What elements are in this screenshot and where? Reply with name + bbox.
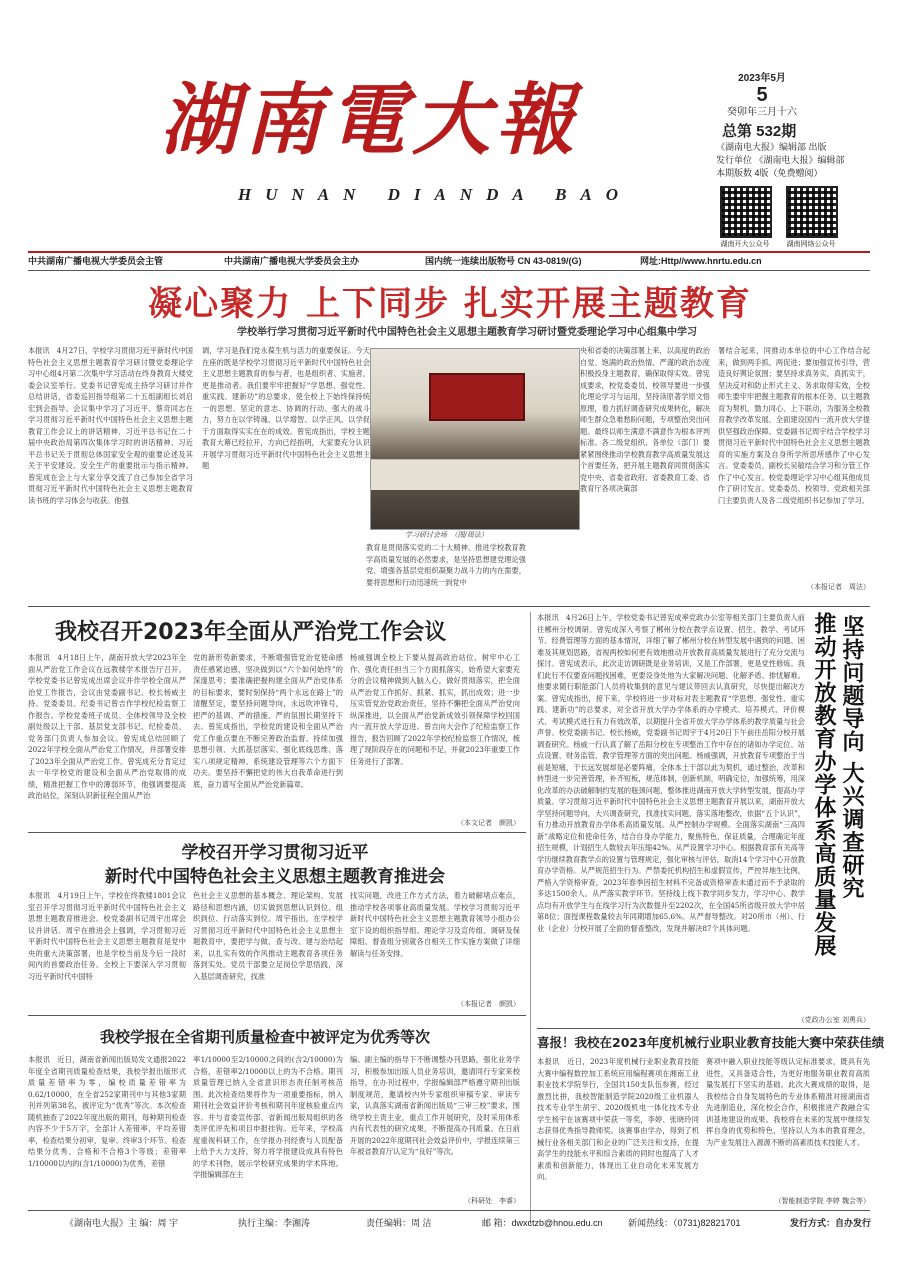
qr-code-2	[786, 186, 838, 238]
art6-author: （党政办公室 刘勇兵）	[797, 1016, 870, 1024]
art6-vertical-headline-2: 推动开放教育办学体系高质量发展	[811, 612, 836, 957]
qr2-caption: 湖南网络公众号	[786, 241, 836, 248]
lunar-date: 癸卯年三月十六	[727, 107, 797, 118]
masthead-subtitle: HUNAN DIANDA BAO	[238, 185, 633, 204]
art5-col-1: 本报讯 近日，2023年度机械行业职业教育技能大赛中编程数控加工系统应用编程赛项在湘南工业职业技术学院举行，全国共150支队伍参赛，经过激烈比拼，我校智能制造学院2020级工业机器人技术专业学生胡宇、2020级机电一体化技术专业学生杨宇在该赛项中荣获一等奖，李婷、张晓玲同志获得优秀指导教师奖。该赛事由学办，得到了机械行业各相关部门和企业的广泛关注和支持，在提高学生的技能水平和综合素质的同时也提高了人才素质和创新能力，体现出工业自动化未来发展方向。	[537, 1057, 699, 1181]
section-rule-4	[537, 1028, 870, 1029]
art3-col-2: 色社会主义思想的基本概念、理论架构、发展路径和思想内涵，切实做到思想认识到位、组织到位、行动落实到位。周宇指出，在学校学习贯彻习近平新时代中国特色社会主义思想主题教育中，要把学与做、查与改、建与治结起来，以扎实有效的作风推动主题教育各项任务落到实处。党员干部要立足岗位学思悟践，深入基层调查研究，找准	[193, 891, 343, 981]
masthead-logo: 湖南電大報	[160, 75, 581, 166]
art4-headline: 我校学报在全省期刊质量检查中被评定为优秀等次	[99, 1028, 430, 1046]
issue-number: 总第 532期	[722, 123, 797, 140]
photo-caption: 学习研讨会场 （图/周法）	[405, 531, 488, 539]
serial-number: 国内统一连续出版物号 CN 43-0819/(G)	[425, 256, 582, 266]
info-rule	[28, 270, 870, 271]
sponsor-1: 中共湖南广播电视大学委员会主管	[28, 256, 164, 266]
lead-col-5: 署结合起来，同推动本单位的中心工作结合起来，做到两手抓、两促进；要加强宣传引导，营造良好舆论氛围；要坚持求真务实，真抓实干，坚决反对和防止形式主义、务求取得实效，全校师生要牢牢把握主题教育的根本任务，以主题教育为契机，勠力同心、上下联动，为服务全校教育教学改革发展、全面建设国内一流开放大学提供坚强政治保障。党委副书记周宇结合学校学习贯彻习近平新时代中国特色社会主义思想主题教育的实施方案及自身所学所思所感作了中心发言。党委委员、副校长吴敏结合学习和分管工作作了中心发言。校党委理论学习中心组其他成员作了研讨发言。党委委员、校领导、党政相关部门主要负责人及各二级党组织书记参加了学习。	[718, 346, 870, 505]
art2-col-2: 党的新形势新要求，不断增强管党治党使命感责任感紧迫感，坚决做到以“六个如何始终”的深邃思考；要准确把握构建全面从严治党体系的目标要求，要时刻保持“两个永远在路上”的清醒坚定，要坚持问题导向，永远吹冲锋号，把严的基调、严的措施、严的氛围长期坚持下去。曾宪成指出，学校党的建设和全面从严治党工作重点要在不断完善政治监督、持续加强思想引领、大抓基层落实、强化底线思维、落实八项规定精神、系统建设管理等六个方面下功夫。要坚持不懈把党的伟大自我革命进行到底，奋力谱写全面从严治党新篇章。	[193, 653, 343, 789]
section-rule-1	[28, 606, 870, 607]
art5-headline: 喜报！我校在2023年度机械行业职业教育技能大赛中荣获佳绩	[537, 1035, 885, 1050]
publisher-line: 发行单位 《湖南电大报》编辑部	[716, 155, 845, 165]
masthead-rule	[28, 251, 870, 253]
lead-author: （本报记者 周法）	[807, 583, 870, 591]
section-rule-3	[28, 1015, 526, 1016]
art2-author: （本文记者 颜凯）	[457, 819, 520, 827]
footer-rule	[28, 1210, 870, 1211]
footer-executive-editor: 执行主编：李湘涛	[238, 1218, 311, 1228]
footer-hotline: 新闻热线：（0731)82821701	[628, 1218, 741, 1228]
art3-headline-2: 新时代中国特色社会主义思想主题教育推进会	[105, 867, 445, 887]
issue-date: 2023年5月	[738, 73, 786, 84]
website-link[interactable]: 网址:Http//www.hnrtu.edu.cn	[640, 256, 762, 266]
meeting-photo	[370, 348, 580, 530]
art6-body: 本报讯 4月26日上午，学校党委书记曾宪成率党政办公室等相关部门主要负责人前往郴州分校调研。曾宪成深入考察了郴州分校在教学点设置、招生、教学、考试环节、经费管理等方面的基本情况，详细了解了郴州分校在转型发展中遇到的问题、困难及其规划思路，省视两校如何更有效地推动开放教育高质量发展进行了充分交流与探讨。曾宪成表示，此次走访调研既是业务培训，又是工作部署，更是党性修炼。我们此行不仅要查问题找困难，更要设身处地为大家解决问题、化解矛盾、排忧解难。他要求随行职能部门人员将收集到的意见与建议带回去认真研究，尽快提出解决方案。曾宪成指出，接下来，学校将进一步对标对表主题教育“学思想、强党性、重实践、建新功”的总要求，对全省开放大学办学体系的办学模式、培养模式、评价模式、考试模式进行有力有效改革，以期提升全省开放大学办学体系的教学质量与社会声誉。校党委副书记、校长杨威，党委副书记周宇于4月20日下午前往岳阳分校开展调查研究。杨威一行认真了解了岳阳分校在专项整治工作中存在的诸如办学定位、站点设置、财务监管、教学管理等方面的突出问题。杨威强调，开放教育专项整治于当前是短痛，于长远发展却是必要阵痛，全体本土干部以此为契机，通过整治，改革和转型进一步完善管理，补齐短板，规范体制，创新机制，明确定位，加强统筹，用深化改革的办法破解制约发展的瓶颈问题，整体推进湖南开放大学转型发展，提高办学质量。学习贯彻习近平新时代中国特色社会主义思想主题教育开展以来，湖南开放大学坚持问题导向，大兴调查研究，找准找实问题，落实落地整改，依据“五个认识”，有力推动开放教育办学体系高质量发展。从严控制办学规模。全面落实湖南“三高四新”战略定位和使命任务，结合自身办学能力，聚焦特色，保证质量，合理确定年度招生规模，计划招生人数较去年压缩42%。从严设置学习中心。根据教育部有关高等学历继续教育教学点的设置与管理规定，强化审核与评估，取消14个学习中心开放教育办学资格。从严规范招生行为。严禁委托机构招生和虚假宣传，严控异地生比例，严格入学资格审查，2023年春季因招生材料不完备或资格审查未通过而不予录取的多达1500余人。从严落实教学环节。坚持线上线下教学同步发力，学习中心、教学点均有开放学生与在线学习行为次数提升至2202次，在全国45所省级开放大学中居第8位；面授课程数量较去年同期增加65.6%。从严督导整改。对20所市（州）、行业（企业）分校开展了全面的督查整改，发现并解决87个具体问题。	[537, 613, 805, 933]
editor-line: 《湖南电大报》编辑部 出版	[716, 142, 827, 152]
issue-day: 5	[756, 84, 768, 106]
lead-headline: 凝心聚力 上下同步 扎实开展主题教育	[148, 284, 752, 324]
art2-col-1: 本报讯 4月18日上午，湖南开放大学2023年全面从严治党工作会议在远教楼学术报告厅召开。学校党委书记曾宪成出席会议并作学校全面从严治党工作报告，会议由党委副书记、校长杨威主持。党委委员、纪委书记曾吉作学校纪检监察工作报告。学校党委班子成员、全体校领导及全校副处级以上干部、基层党支部书记、纪检委员、党务部门负责人参加会议。曾宪成总结回顾了2022年学校全面从严治党工作情况，并部署安排了2023年全面从严治党工作。曾宪成充分肯定过去一年学校党的建设和全面从严治党取得的成绩，精准把握工作中的薄弱环节，他强调要提高政治站位，深刻认识新征程全面从严治	[28, 653, 186, 800]
qr-code-1	[720, 186, 772, 238]
edition-line: 本期版数 4版（免费赠阅）	[716, 168, 823, 178]
art4-col-2: 率1/10000至2/10000之间的(含2/10000)为合格，差错率2/10000以上的为不合格。期刊质量管理已纳入全省意识形态责任制考核范围。此次检查结果将作为一项重要指标，纳入期刊社会效益评价考核和期刊年度核验重点内容。并与省委宣传部、省新闻出版局组织的各类评优评先和项目申报挂钩。近年来，学校高度重视科研工作，在学报办刊经费与人员配备上给予大力支持，努力将学报建设成具有特色的学术刊物，展示学校研究成果的学术阵地。学报编辑部在主	[193, 1055, 343, 1179]
footer-responsible-editor: 责任编辑：周 洁	[366, 1218, 432, 1228]
footer-distribution: 发行方式：自办发行	[790, 1218, 872, 1228]
art6-vertical-headline-1: 坚持问题导向 大兴调查研究	[839, 615, 864, 900]
art4-author: （科研处 李睿）	[464, 1197, 520, 1205]
art2-headline: 我校召开2023年全面从严治党工作会议	[55, 620, 447, 645]
art5-col-2: 赛项中融入职业技能等级认定标准要求，既具有先进性，又具备适合性，为更好地服务职业教育高质量发展打下坚实的基础。此次大赛成绩的取得，是我校结合自身发展特色的专业体系精准对接湖南省先进制造业，深化校企合作，积极推进产教融合实训基地建设的成果。我校将在未来的发展中继续发挥自身的优势和特色，坚持以人为本的教育理念，为产业发展注入源源不断的高素质技术技能人才。	[706, 1057, 870, 1147]
footer-email[interactable]: 邮 箱：dwxctzb@hnou.edu.cn	[482, 1218, 603, 1228]
art2-col-3: 杨威强调全校上下要从提高政治站位、树牢中心工作、强化责任担当三个方面抓落实，始希望大家要充分的会议精神做到入脑入心，做好贯彻落实，把全面从严治党工作抓好、抓紧、抓实，抓出成效；进一步压实管党治党政治责任，坚持不懈把全面从严治党向纵深推进，以全面从严治党新成效引领保障学校回国内一流开放大学迈进。曾吉向大会作了纪检监察工作报告，报告回顾了2022年学校纪检监察工作情况，梳理了现阶段存在的问题和不足，并就2023年重要工作任务进行了部署。	[350, 653, 520, 766]
section-rule-2	[28, 832, 526, 833]
column-divider	[530, 612, 531, 1224]
art3-col-1: 本报讯 4月19日上午，学校在终教楼1801会议室召开学习贯彻习近平新时代中国特色社会主义思想主题教育推进会。校党委副书记周宇出席会议并讲话。周宇在推进会上强调，学习贯彻习近平新时代中国特色社会主义思想主题教育是党中央的重大决策部署，也是学校当前及今后一段时间内的首要政治任务。全校上下要深入学习贯彻习近平新时代中国特	[28, 891, 186, 981]
art3-headline-1: 学校召开学习贯彻习近平	[181, 843, 369, 863]
footer-chief-editor: 《湖南电大报》主 编：周 宇	[65, 1218, 179, 1228]
conference-table	[371, 459, 579, 490]
lead-col-1: 本报讯 4月27日，学校学习贯彻习近平新时代中国特色社会主义思想主题教育学习研讨暨党委理论学习中心组4月第二次集中学习活动在终身教育大楼党委会议室举行。党委书记曾宪成主持学习研讨并作总结讲话，省委巡回指导组第二十五组副组长刘启宏到会指导。会议集中学习了习近平、蔡奇同志在学习贯彻习近平新时代中国特色社会主义思想主题教育工作会议上的讲话精神、习近平总书记在二十届中央政治局第四次集体学习时的讲话精神、习近平总书记关于贯彻总体国家安全观的重要论述及其关于平安建设、安全生产的重要批示与指示精神。曾宪成在会上与大家分享交流了自己参加全省学习贯彻习近平新时代中国特色社会主义思想主题教育读书班的学习体会与收获。他强	[28, 346, 193, 505]
art4-col-1: 本报讯 近日，湖南省新闻出版局发文通报2022年度全省期刊质量检查结果，我校学报出版形式质量差错率为零，编校质量差错率为0.62/10000，在全省252家期刊中与其他3家期刊并列第38名，被评定为“优秀”等次。本次检查随机抽查了2022年度出版的期刊，每种期刊检查内容不少于5万字，全部计入差错率，平均差错率，检查结果分初审、复审、终审3个环节。检查结果分优秀、合格和不合格3个等级；差错率1/10000以内的(含1/10000)为优秀，差错	[28, 1055, 186, 1168]
art3-author: （本报记者 颜凯）	[457, 1000, 520, 1008]
sponsor-2: 中共湖南广播电视大学委员会主办	[224, 256, 360, 266]
projection-screen	[429, 373, 525, 421]
lead-col-3: 教育是贯彻落实党的二十大精神、推进学校教育教学高质量发展的必然要求，是坚持思想建党理论强党、增强各基层党组织凝聚力战斗力的内在需要，要将思想和行动迅速统一到党中	[366, 543, 526, 587]
art3-col-3: 找实问题，改进工作方式方法，着力破解堵点难点，推动学校各项事业高质量发展。学校学习贯彻习近平新时代中国特色社会主义思想主题教育领导小组办公室下设的组织指导组、理论学习及宣传组、调研及保障组、督查组分别就各自相关工作实施方案做了详细解读与任务安排。	[350, 891, 520, 958]
lead-col-2a: 调，学习是我们党永葆生机与活力的重要保证。今天在座的既是学校学习贯彻习近平新时代中国特色社会主义思想主题教育的参与者，也是组织者、实施者，更是推动者。我们要牢牢把握好“学思想、强党性、重实践、建新功”的总要求，使全校上下始终保持统一的思想、坚定的意志、协调的行动、强大的战斗力，努力在以学铸魂、以学增智、以学正风、以学促干方面取得实实在在的成效。曾宪成指出，学校主题教育大幕已经拉开，方向已经指明，大家要充分认识开展学习贯彻习近平新时代中国特色社会主义思想主题	[202, 346, 370, 470]
qr1-caption: 湖南开大公众号	[720, 241, 770, 248]
art5-author: （智能制造学院 李婷 魏会等）	[774, 1197, 870, 1205]
lead-col-4: 央和省委的决策部署上来，以高度的政治自觉、饱满的政治热情、严谨的政治态度积极投身主题教育，确保取得实效。曾宪成要求，校党委委员、校领导要进一步强化理论学习与运用，坚持读原著学原文悟原理，着力抓好调查研究成果转化，解决师生群众急难愁盼问题，专项整治突出问题。最终以师生满意不满意作为根本评判标准。各二级党组织、各单位（部门）要紧紧围绕推动学校教育教学高质量发展这个首要任务，把开展主题教育同贯彻落实党中央、省委省政府、省委教育工委、省教育厅各项决策部	[580, 346, 710, 493]
art4-col-3: 编、副主编的指导下不断调整办刊思路，强化业务学习，积极参加出版人员业务培训，邀请同行专家来校指导，在办刊过程中，学报编辑部严格遵守期刊出版制度规范，邀请校内外专家组织审稿专家、审读专家，认真落实湖南省新闻出版局“三审三校”要求，围绕学校主责主业，重点工作开展研究，及时采用体系内有代表性的研究成果，不断提高办刊质量。在日前开展的2022年度期刊社会效益评价中，学报连续第三年被省教育厅认定为“良好”等次。	[350, 1055, 520, 1156]
lead-subhead: 学校举行学习贯彻习近平新时代中国特色社会主义思想主题教育学习研讨暨党委理论学习中心组集中学习	[237, 327, 697, 338]
